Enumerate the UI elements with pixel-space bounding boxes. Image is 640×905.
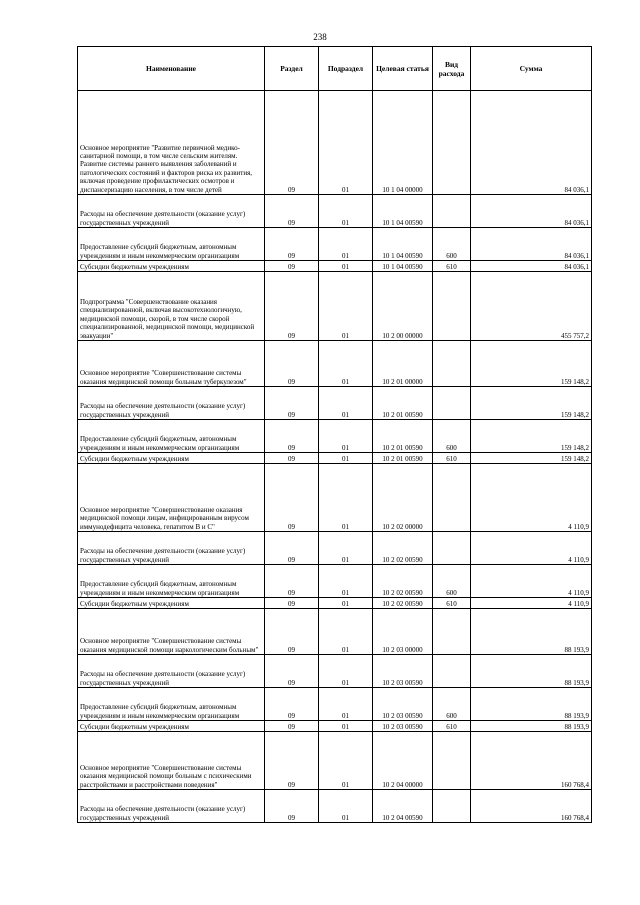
cell-subsection: 01 xyxy=(319,732,373,790)
cell-subsection: 01 xyxy=(319,721,373,732)
cell-subsection: 01 xyxy=(319,565,373,598)
cell-subsection: 01 xyxy=(319,790,373,823)
table-row xyxy=(78,565,592,598)
cell-subsection: 01 xyxy=(319,453,373,464)
cell-target: 10 2 03 00590 xyxy=(373,655,433,688)
cell-subsection: 01 xyxy=(319,341,373,387)
cell-section: 09 xyxy=(265,565,319,598)
table-row xyxy=(78,272,592,341)
table-row xyxy=(78,688,592,721)
cell-amount: 84 036,1 xyxy=(471,228,592,261)
header-expense-type: Вид расхода xyxy=(433,47,471,91)
cell-section: 09 xyxy=(265,688,319,721)
cell-target: 10 2 01 00000 xyxy=(373,341,433,387)
cell-subsection: 01 xyxy=(319,598,373,609)
cell-amount: 159 148,2 xyxy=(471,387,592,420)
cell-name: Предоставление субсидий бюджетным, автономным учреждениям и иным некоммерческим организациям xyxy=(78,420,265,453)
cell-section: 09 xyxy=(265,598,319,609)
cell-section: 09 xyxy=(265,464,319,532)
cell-subsection: 01 xyxy=(319,609,373,655)
cell-subsection: 01 xyxy=(319,387,373,420)
cell-target: 10 1 04 00590 xyxy=(373,228,433,261)
cell-expense-type xyxy=(433,790,471,823)
header-name: Наименование xyxy=(78,47,265,91)
cell-subsection: 01 xyxy=(319,655,373,688)
cell-target: 10 2 03 00590 xyxy=(373,721,433,732)
cell-expense-type: 610 xyxy=(433,598,471,609)
cell-expense-type xyxy=(433,91,471,195)
cell-amount: 4 110,9 xyxy=(471,464,592,532)
cell-expense-type: 610 xyxy=(433,453,471,464)
cell-name: Субсидии бюджетным учреждениям xyxy=(78,598,265,609)
cell-target: 10 1 04 00590 xyxy=(373,261,433,272)
cell-expense-type: 610 xyxy=(433,721,471,732)
table-row xyxy=(78,387,592,420)
cell-target: 10 2 02 00000 xyxy=(373,464,433,532)
cell-target: 10 2 04 00590 xyxy=(373,790,433,823)
cell-name: Предоставление субсидий бюджетным, автономным учреждениям и иным некоммерческим организациям xyxy=(78,565,265,598)
cell-name: Субсидии бюджетным учреждениям xyxy=(78,721,265,732)
cell-name: Подпрограмма "Совершенствование оказания специализированной, включая высокотехнологичную, медицинской помощи, скорой, в том числе скорой специализированной, медицинской помощи, медицинской эвакуации" xyxy=(78,272,265,341)
cell-section: 09 xyxy=(265,420,319,453)
table-row xyxy=(78,195,592,228)
cell-expense-type: 610 xyxy=(433,261,471,272)
cell-amount: 4 110,9 xyxy=(471,565,592,598)
cell-name: Расходы на обеспечение деятельности (оказание услуг) государственных учреждений xyxy=(78,387,265,420)
cell-section: 09 xyxy=(265,261,319,272)
table-row xyxy=(78,609,592,655)
cell-expense-type xyxy=(433,655,471,688)
cell-subsection: 01 xyxy=(319,272,373,341)
cell-amount: 159 148,2 xyxy=(471,453,592,464)
cell-section: 09 xyxy=(265,228,319,261)
cell-subsection: 01 xyxy=(319,420,373,453)
cell-target: 10 2 00 00000 xyxy=(373,272,433,341)
table-row xyxy=(78,453,592,464)
cell-target: 10 2 01 00590 xyxy=(373,453,433,464)
cell-section: 09 xyxy=(265,655,319,688)
cell-name: Предоставление субсидий бюджетным, автономным учреждениям и иным некоммерческим организациям xyxy=(78,688,265,721)
cell-section: 09 xyxy=(265,532,319,565)
cell-name: Расходы на обеспечение деятельности (оказание услуг) государственных учреждений xyxy=(78,655,265,688)
table-row xyxy=(78,655,592,688)
cell-amount: 84 036,1 xyxy=(471,195,592,228)
cell-expense-type xyxy=(433,464,471,532)
cell-expense-type: 600 xyxy=(433,228,471,261)
cell-expense-type xyxy=(433,532,471,565)
cell-expense-type: 600 xyxy=(433,420,471,453)
cell-section: 09 xyxy=(265,790,319,823)
cell-section: 09 xyxy=(265,91,319,195)
cell-name: Основное мероприятие "Совершенствование оказания медицинской помощи лицам, инфицированным вирусом иммунодефицита человека, гепатитом B и C" xyxy=(78,464,265,532)
table-row xyxy=(78,420,592,453)
table-row xyxy=(78,598,592,609)
cell-subsection: 01 xyxy=(319,688,373,721)
cell-expense-type: 600 xyxy=(433,565,471,598)
cell-target: 10 1 04 00590 xyxy=(373,195,433,228)
cell-section: 09 xyxy=(265,609,319,655)
cell-target: 10 2 03 00590 xyxy=(373,688,433,721)
table-row xyxy=(78,790,592,823)
cell-name: Расходы на обеспечение деятельности (оказание услуг) государственных учреждений xyxy=(78,195,265,228)
cell-amount: 4 110,9 xyxy=(471,598,592,609)
cell-amount: 84 036,1 xyxy=(471,91,592,195)
cell-expense-type xyxy=(433,732,471,790)
cell-target: 10 2 02 00590 xyxy=(373,532,433,565)
table-row xyxy=(78,91,592,195)
cell-section: 09 xyxy=(265,341,319,387)
cell-section: 09 xyxy=(265,387,319,420)
table-header-row xyxy=(78,47,592,91)
header-subsection: Подраздел xyxy=(319,47,373,91)
page-number: 238 xyxy=(313,32,327,42)
cell-amount: 88 193,9 xyxy=(471,609,592,655)
cell-expense-type xyxy=(433,195,471,228)
cell-expense-type xyxy=(433,609,471,655)
cell-amount: 4 110,9 xyxy=(471,532,592,565)
cell-section: 09 xyxy=(265,272,319,341)
cell-amount: 88 193,9 xyxy=(471,655,592,688)
budget-table xyxy=(77,46,592,823)
cell-target: 10 2 03 00000 xyxy=(373,609,433,655)
cell-section: 09 xyxy=(265,721,319,732)
cell-name: Субсидии бюджетным учреждениям xyxy=(78,261,265,272)
cell-amount: 84 036,1 xyxy=(471,261,592,272)
table-row xyxy=(78,732,592,790)
cell-subsection: 01 xyxy=(319,91,373,195)
cell-name: Расходы на обеспечение деятельности (оказание услуг) государственных учреждений xyxy=(78,790,265,823)
header-section: Раздел xyxy=(265,47,319,91)
cell-name: Субсидии бюджетным учреждениям xyxy=(78,453,265,464)
cell-name: Основное мероприятие "Совершенствование системы оказания медицинской помощи наркологическим больным" xyxy=(78,609,265,655)
cell-target: 10 2 01 00590 xyxy=(373,387,433,420)
table-row xyxy=(78,721,592,732)
cell-subsection: 01 xyxy=(319,228,373,261)
cell-amount: 88 193,9 xyxy=(471,688,592,721)
cell-amount: 88 193,9 xyxy=(471,721,592,732)
cell-subsection: 01 xyxy=(319,261,373,272)
table-row xyxy=(78,341,592,387)
table-row xyxy=(78,261,592,272)
cell-section: 09 xyxy=(265,732,319,790)
cell-amount: 159 148,2 xyxy=(471,420,592,453)
cell-expense-type: 600 xyxy=(433,688,471,721)
cell-target: 10 2 02 00590 xyxy=(373,598,433,609)
cell-section: 09 xyxy=(265,453,319,464)
cell-subsection: 01 xyxy=(319,532,373,565)
table-row xyxy=(78,464,592,532)
cell-amount: 159 148,2 xyxy=(471,341,592,387)
cell-amount: 160 768,4 xyxy=(471,790,592,823)
cell-subsection: 01 xyxy=(319,195,373,228)
cell-target: 10 2 04 00000 xyxy=(373,732,433,790)
cell-amount: 160 768,4 xyxy=(471,732,592,790)
header-amount: Сумма xyxy=(471,47,592,91)
cell-amount: 455 757,2 xyxy=(471,272,592,341)
cell-name: Расходы на обеспечение деятельности (оказание услуг) государственных учреждений xyxy=(78,532,265,565)
cell-expense-type xyxy=(433,341,471,387)
table-row xyxy=(78,228,592,261)
cell-name: Основное мероприятие "Развитие первичной медико-санитарной помощи, в том числе сельским жителям. Развитие системы раннего выявления заболеваний и патологических состояний и факторов риска их развития, включая проведение профилактических осмотров и диспансеризацию населения, в том числе детей xyxy=(78,91,265,195)
cell-expense-type xyxy=(433,272,471,341)
cell-expense-type xyxy=(433,387,471,420)
cell-target: 10 2 02 00590 xyxy=(373,565,433,598)
cell-name: Основное мероприятие "Совершенствование системы оказания медицинской помощи больным туберкулезом" xyxy=(78,341,265,387)
cell-target: 10 2 01 00590 xyxy=(373,420,433,453)
table-row xyxy=(78,532,592,565)
cell-target: 10 1 04 00000 xyxy=(373,91,433,195)
cell-name: Предоставление субсидий бюджетным, автономным учреждениям и иным некоммерческим организациям xyxy=(78,228,265,261)
header-target: Целевая статья xyxy=(373,47,433,91)
cell-section: 09 xyxy=(265,195,319,228)
cell-name: Основное мероприятие "Совершенствование системы оказания медицинской помощи больным с психическими расстройствами и расстройствами поведения" xyxy=(78,732,265,790)
cell-subsection: 01 xyxy=(319,464,373,532)
